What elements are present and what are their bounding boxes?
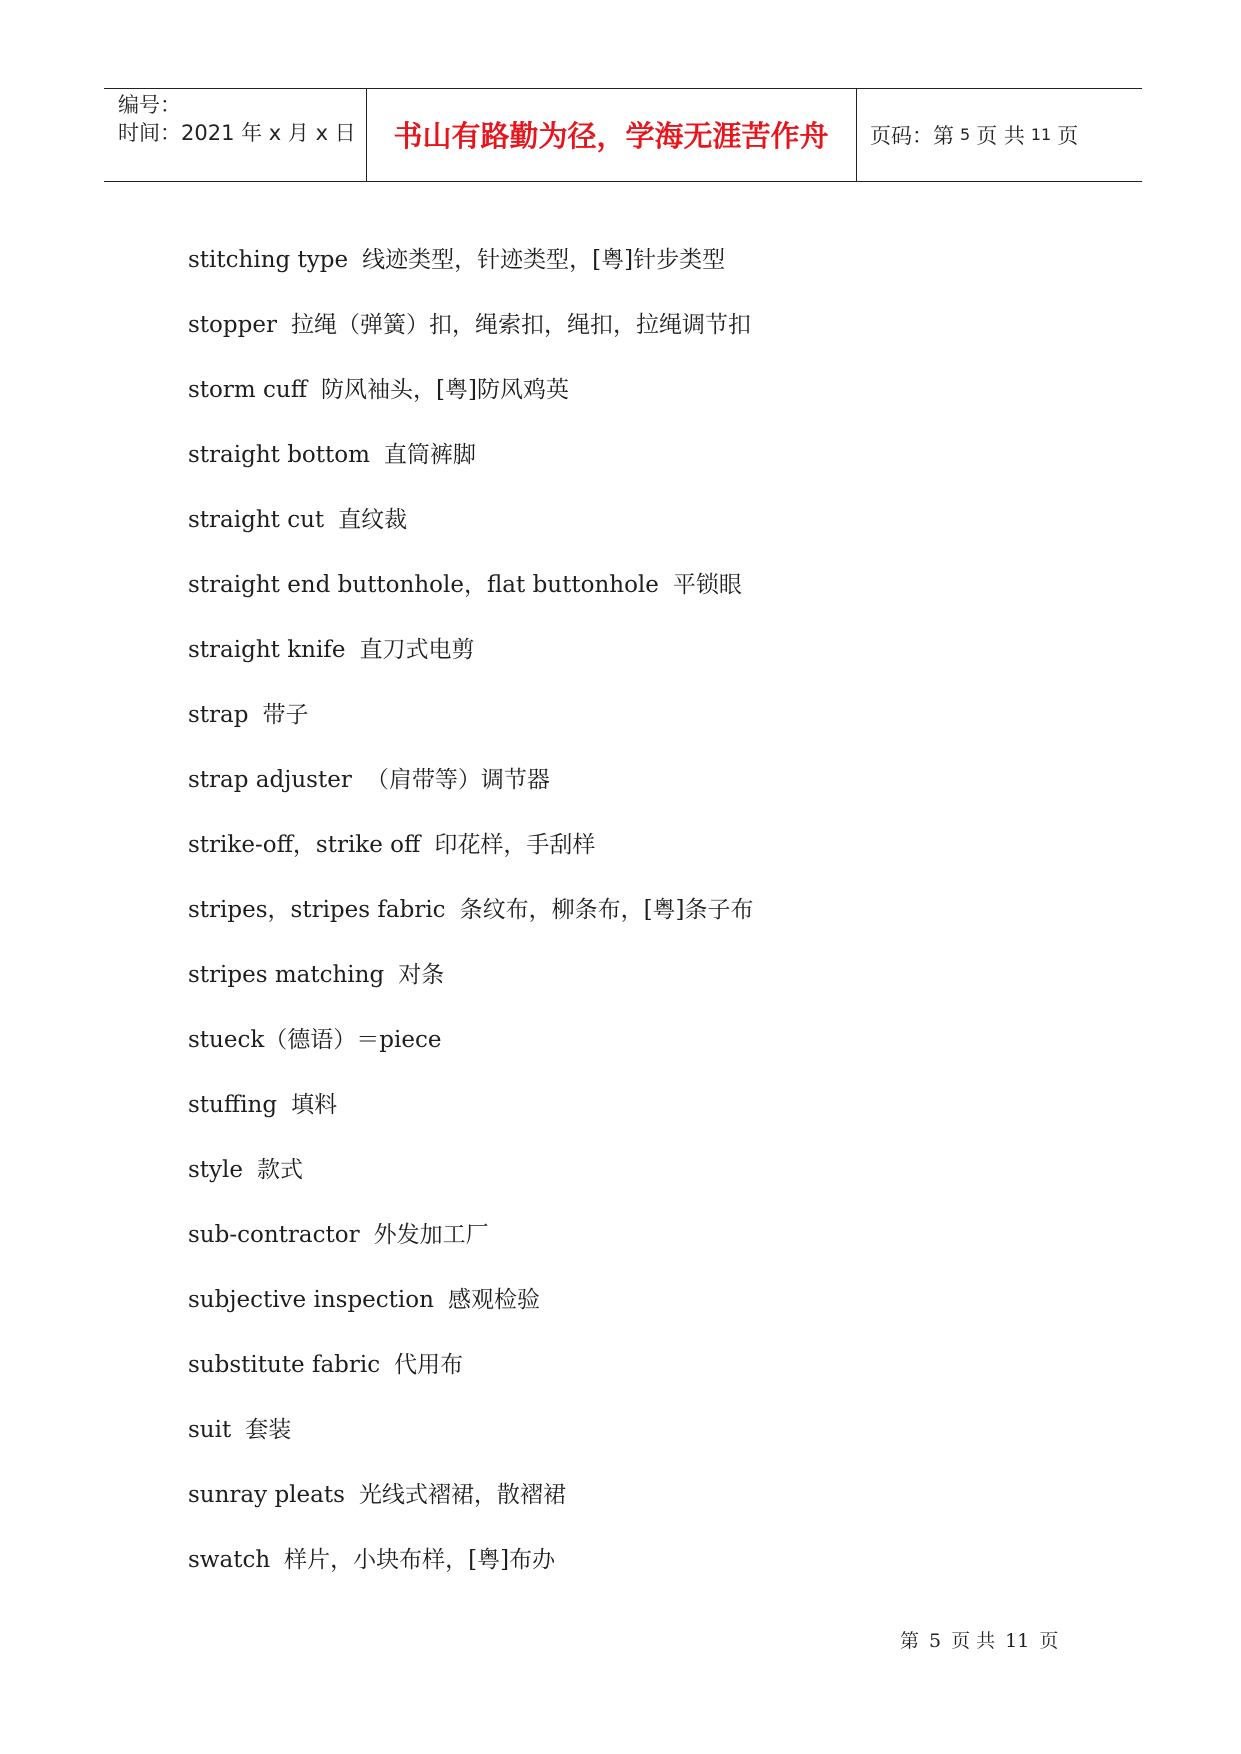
entry-translation: 套装: [245, 1417, 292, 1443]
entry-term: sunray pleats: [188, 1482, 345, 1508]
entry-term: stitching type: [188, 247, 349, 273]
entry-term: stopper: [188, 312, 277, 338]
entry-term: stueck（德语）＝piece: [188, 1027, 442, 1053]
entry-translation: 拉绳（弹簧）扣，绳索扣，绳扣，拉绳调节扣: [290, 312, 751, 338]
glossary-entry: [188, 1278, 754, 1343]
footer-suffix: 页: [1039, 1630, 1059, 1652]
entry-term: swatch: [188, 1547, 271, 1573]
glossary-entry: [188, 1408, 754, 1473]
entry-translation: 代用布: [394, 1352, 464, 1378]
entry-translation: 直纹裁: [338, 507, 408, 533]
entry-term: subjective inspection: [188, 1287, 434, 1313]
entry-translation: 款式: [257, 1157, 304, 1183]
entry-term: style: [188, 1157, 244, 1183]
glossary-entry: [188, 368, 754, 433]
entry-term: stuffing: [188, 1092, 278, 1118]
entry-term: stripes matching: [188, 962, 385, 988]
entry-term: suit: [188, 1417, 232, 1443]
glossary-entry: [188, 1343, 754, 1408]
entry-translation: 平锁眼: [672, 572, 742, 598]
glossary-entry: [188, 238, 754, 303]
header-page-suffix: 页: [1057, 123, 1079, 148]
footer-mid: 页 共: [951, 1630, 996, 1652]
glossary-entry: [188, 563, 754, 628]
entry-translation: （肩带等）调节器: [365, 767, 550, 793]
entry-term: straight cut: [188, 507, 325, 533]
glossary-entry: [188, 693, 754, 758]
entry-term: strap adjuster: [188, 767, 352, 793]
document-number-label: 编号：: [118, 93, 181, 117]
entry-translation: 对条: [398, 962, 445, 988]
footer-current: 5: [929, 1630, 942, 1652]
entry-translation: 条纹布，柳条布，[粤]条子布: [459, 897, 754, 923]
entry-translation: 感观检验: [447, 1287, 540, 1313]
glossary-entry: [188, 1083, 754, 1148]
entry-term: strap: [188, 702, 249, 728]
entry-translation: 印花样，手刮样: [434, 832, 596, 858]
footer-prefix: 第: [900, 1630, 920, 1652]
entry-translation: 直刀式电剪: [359, 637, 475, 663]
header-page-number: [870, 89, 1078, 180]
header-page-prefix: 页码：第: [870, 123, 954, 148]
page-header: [104, 88, 1142, 182]
entry-translation: 光线式褶裙，散褶裙: [358, 1482, 566, 1508]
entry-translation: 带子: [262, 702, 309, 728]
footer-total: 11: [1005, 1630, 1030, 1652]
entry-term: stripes，stripes fabric: [188, 897, 446, 923]
entry-translation: 线迹类型，针迹类型，[粤]针步类型: [362, 247, 726, 273]
entry-term: substitute fabric: [188, 1352, 381, 1378]
header-meta: [118, 91, 356, 147]
glossary-entry: [188, 628, 754, 693]
glossary-entry: [188, 1473, 754, 1538]
entry-term: straight knife: [188, 637, 346, 663]
entry-term: storm cuff: [188, 377, 308, 403]
glossary-entry: [188, 953, 754, 1018]
entry-translation: 防风袖头，[粤]防风鸡英: [321, 377, 569, 403]
header-divider-right: [856, 89, 857, 181]
glossary-entry: [188, 1538, 754, 1603]
glossary-entry: [188, 758, 754, 823]
glossary-entry: [188, 823, 754, 888]
glossary-entry: [188, 1018, 754, 1083]
header-page-total: 11: [1030, 125, 1052, 144]
entry-translation: 直筒裤脚: [383, 442, 476, 468]
entry-translation: 外发加工厂: [373, 1222, 489, 1248]
glossary-entry: [188, 303, 754, 368]
glossary-entry: [188, 498, 754, 563]
glossary-entry: [188, 1213, 754, 1278]
entry-term: straight bottom: [188, 442, 370, 468]
glossary-entry: [188, 888, 754, 953]
document-date: 时间：2021 年 x 月 x 日: [118, 121, 356, 145]
header-motto: 书山有路勤为径，学海无涯苦作舟: [393, 119, 829, 153]
glossary-entry: [188, 1148, 754, 1213]
entry-term: straight end buttonhole，flat buttonhole: [188, 572, 659, 598]
entry-term: strike-off，strike off: [188, 832, 421, 858]
header-page-current: 5: [960, 125, 971, 144]
entry-translation: 填料: [291, 1092, 338, 1118]
page-footer: [900, 1626, 1068, 1653]
header-page-mid: 页 共: [976, 123, 1025, 148]
glossary-list: [188, 238, 754, 1603]
entry-translation: 样片，小块布样，[粤]布办: [284, 1547, 556, 1573]
glossary-entry: [188, 433, 754, 498]
entry-term: sub-contractor: [188, 1222, 360, 1248]
